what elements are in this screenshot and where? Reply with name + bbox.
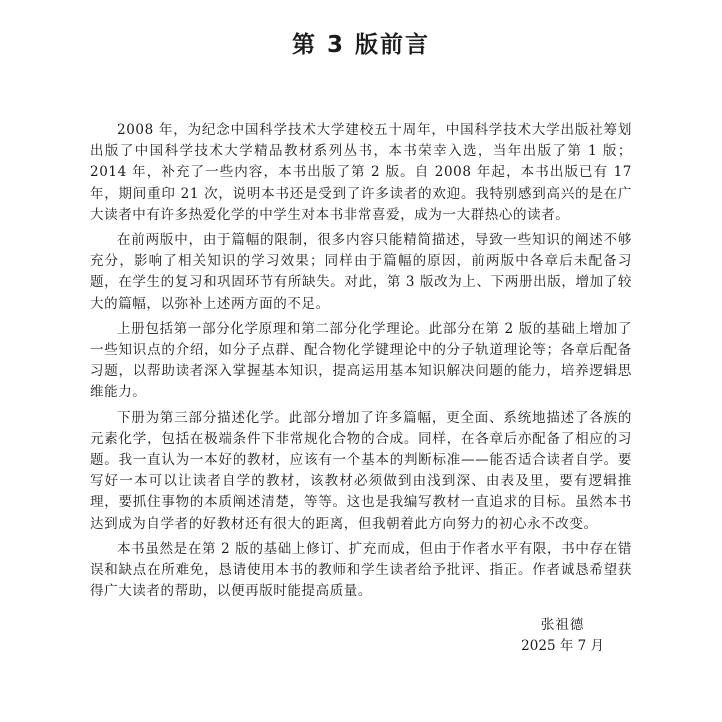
paragraph: 2008 年，为纪念中国科学技术大学建校五十周年，中国科学技术大学出版社筹划出版了中国科学技术大学精品教材系列丛书，本书荣幸入选，当年出版了第 1 版；2014 年，补充了一些内容，本书出版了第 2 版。自 2008 年起，本书出版已有 17 年，期间重印 21 次，说明本书还是受到了许多读者的欢迎。我特别感到高兴的是在广大读者中有许多热爱化学的中学生对本书非常喜爱，成为一大群热心的读者。 [90,122,632,223]
signature-block [521,615,604,657]
preface-body [90,120,632,606]
signature-date: 2025 年 7 月 [521,638,604,654]
paragraph: 本书虽然是在第 2 版的基础上修订、扩充而成，但由于作者水平有限，书中存在错误和缺点在所难免，恳请使用本书的教师和学生读者给予批评、指正。作者诚恳希望获得广大读者的帮助，以便再版时能提高质量。 [90,540,632,600]
paragraph: 在前两版中，由于篇幅的限制，很多内容只能精简描述，导致一些知识的阐述不够充分，影响了相关知识的学习效果；同样由于篇幅的原因，前两版中各章后未配备习题，在学生的复习和巩固环节有所缺失。对此，第 3 版改为上、下两册出版，增加了较大的篇幅，以弥补上述两方面的不足。 [90,232,632,312]
author-name: 张祖德 [540,617,585,633]
page-title: 第 3 版前言 [291,32,431,58]
paragraph: 上册包括第一部分化学原理和第二部分化学理论。此部分在第 2 版的基础上增加了一些知识点的介绍，如分子点群、配合物化学键理论中的分子轨道理论等；各章后配备习题，以帮助读者深入掌握基本知识，提高运用基本知识解决问题的能力，培养逻辑思维能力。 [90,320,632,401]
paragraph: 下册为第三部分描述化学。此部分增加了许多篇幅，更全面、系统地描述了各族的元素化学，包括在极端条件下非常规化合物的合成。同样，在各章后亦配备了相应的习题。我一直认为一本好的教材，应该有一个基本的判断标准——能否适合读者自学。要写好一本可以让读者自学的教材，该教材必须做到由浅到深、由表及里，要有逻辑推理，要抓住事物的本质阐述清楚，等等。这也是我编写教材一直追求的目标。虽然本书达到成为自学者的好教材还有很大的距离，但我朝着此方向努力的初心永不改变。 [90,409,632,532]
